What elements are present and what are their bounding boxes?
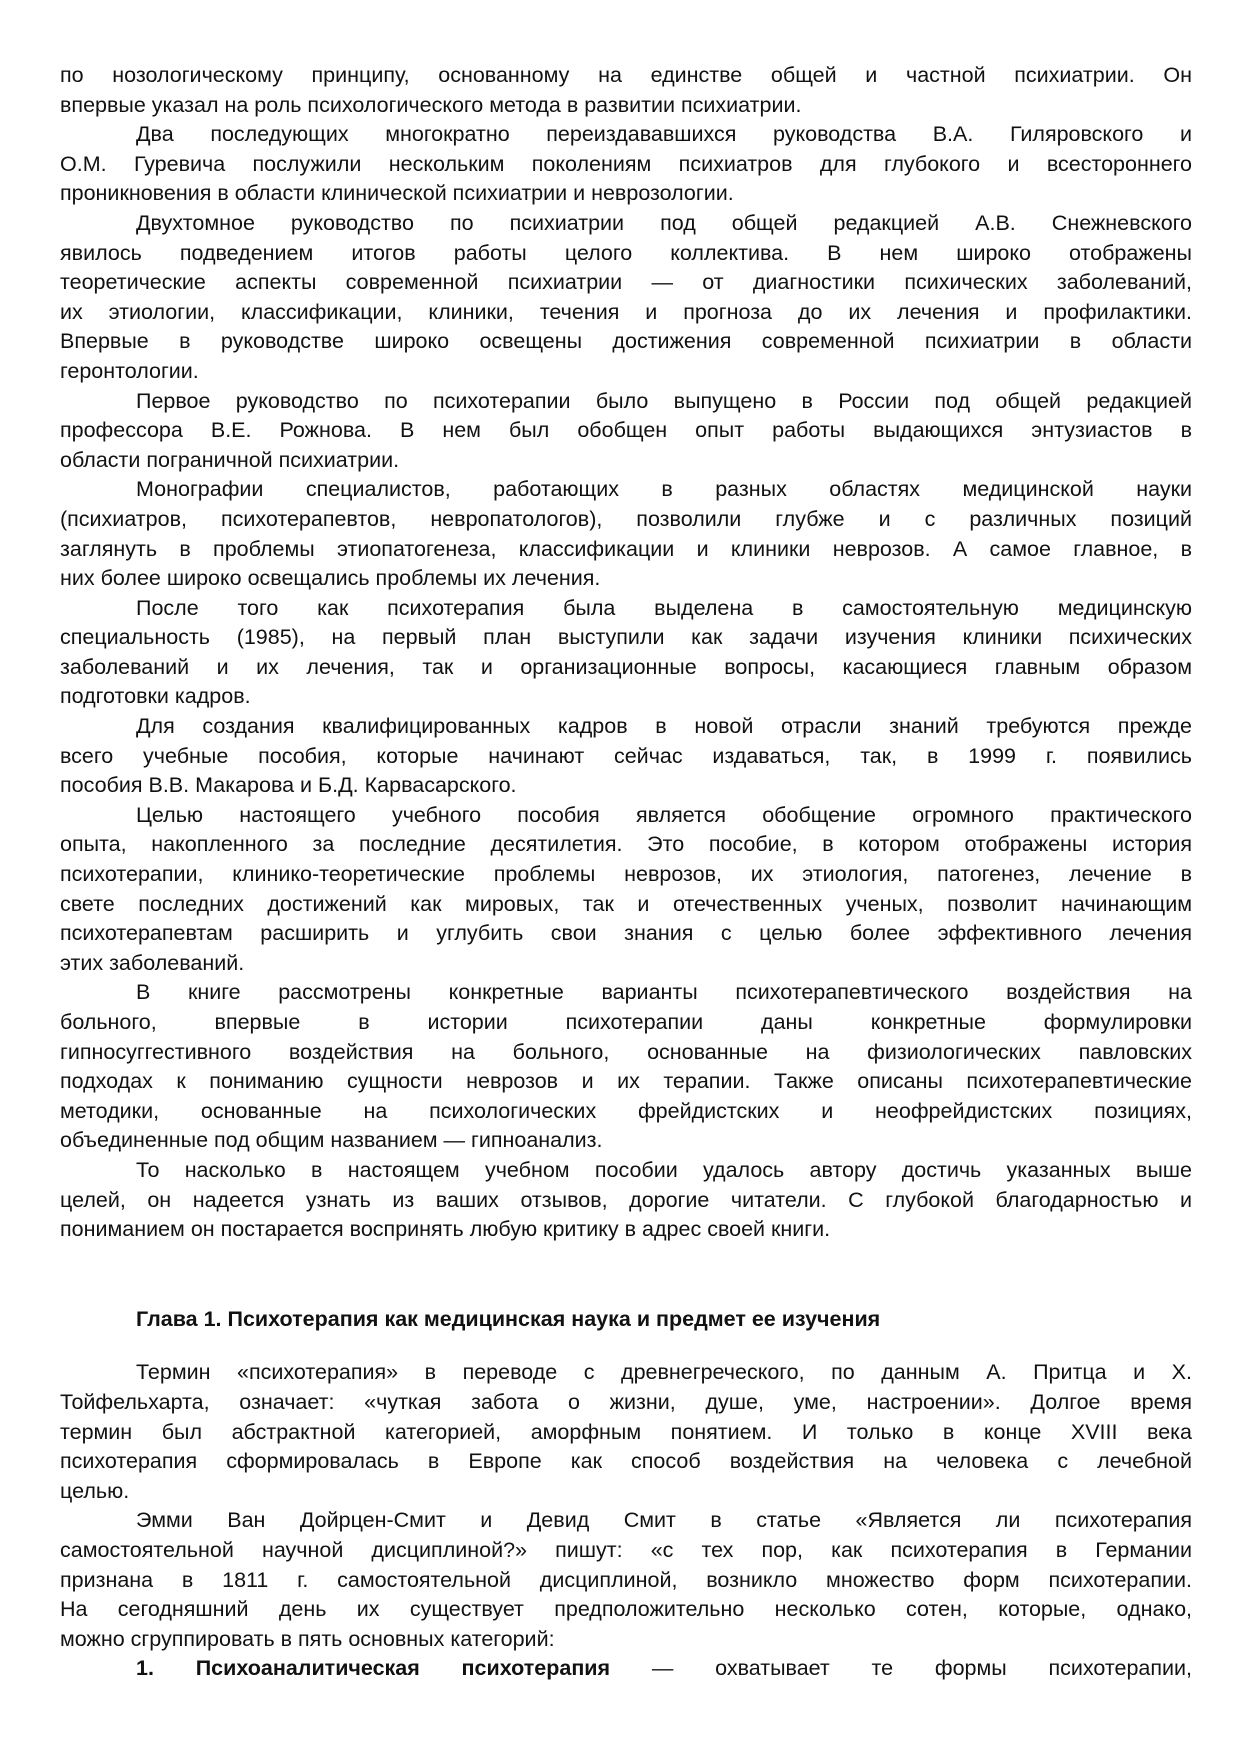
text-line: впервые указал на роль психологического метода в развитии психиатрии. bbox=[60, 92, 802, 117]
text-line: самостоятельной научной дисциплиной?» пишут: «с тех пор, как психотерапия в Германии bbox=[60, 1537, 1192, 1562]
list-item-text: — охватывает те формы психотерапии, bbox=[610, 1656, 1192, 1681]
text-line: На сегодняшний день их существует предположительно несколько сотен, которые, однако, bbox=[60, 1597, 1192, 1622]
text-line: заглянуть в проблемы этиопатогенеза, классификации и клиники неврозов. А самое главное, в bbox=[60, 536, 1192, 561]
text-line: Два последующих многократно переиздававшихся руководства В.А. Гиляровского и bbox=[136, 122, 1192, 147]
text-line: термин был абстрактной категорией, аморфным понятием. И только в конце XVIII века bbox=[60, 1419, 1192, 1444]
list-item-psychoanalytic bbox=[60, 1654, 1192, 1684]
text-line: методики, основанные на психологических фрейдистских и неофрейдистских позициях, bbox=[60, 1098, 1192, 1123]
text-line: Целью настоящего учебного пособия является обобщение огромного практического bbox=[136, 802, 1192, 827]
text-line: О.М. Гуревича послужили нескольким поколениям психиатров для глубокого и всестороннего bbox=[60, 151, 1192, 176]
text-line: гипносуггестивного воздействия на больного, основанные на физиологических павловских bbox=[60, 1039, 1192, 1064]
paragraph bbox=[60, 801, 1192, 979]
text-line: психотерапевтам расширить и углубить свои знания с целью более эффективного лечения bbox=[60, 921, 1192, 946]
text-line: (психиатров, психотерапевтов, невропатологов), позволили глубже и с различных позиций bbox=[60, 506, 1192, 531]
text-line: признана в 1811 г. самостоятельной дисциплиной, возникло множество форм психотерапии. bbox=[60, 1567, 1192, 1592]
text-line: опыта, накопленного за последние десятилетия. Это пособие, в котором отображены история bbox=[60, 832, 1192, 857]
chapter-section bbox=[60, 1358, 1192, 1654]
text-line: их этиологии, классификации, клиники, течения и прогноза до их лечения и профилактики. bbox=[60, 299, 1192, 324]
paragraph bbox=[60, 1506, 1192, 1654]
list-item-title: 1. Психоаналитическая психотерапия bbox=[136, 1656, 611, 1681]
text-line: Двухтомное руководство по психиатрии под общей редакцией А.В. Снежневского bbox=[136, 210, 1192, 235]
intro-section bbox=[60, 61, 1192, 1245]
paragraph bbox=[60, 1156, 1192, 1245]
text-line: Первое руководство по психотерапии было выпущено в России под общей редакцией bbox=[136, 388, 1192, 413]
text-line: Термин «психотерапия» в переводе с древнегреческого, по данным А. Притца и Х. bbox=[136, 1360, 1192, 1385]
text-line: можно сгруппировать в пять основных категорий: bbox=[60, 1626, 555, 1651]
text-line: В книге рассмотрены конкретные варианты психотерапевтического воздействия на bbox=[136, 980, 1192, 1005]
text-line: по нозологическому принципу, основанному на единстве общей и частной психиатрии. Он bbox=[60, 63, 1192, 87]
text-line: Впервые в руководстве широко освещены достижения современной психиатрии в области bbox=[60, 329, 1192, 354]
text-line: проникновения в области клинической психиатрии и неврозологии. bbox=[60, 181, 734, 206]
paragraph bbox=[60, 120, 1192, 209]
text-line: целей, он надеется узнать из ваших отзывов, дорогие читатели. С глубокой благодарностью и bbox=[60, 1187, 1192, 1212]
text-line: всего учебные пособия, которые начинают сейчас издаваться, так, в 1999 г. появились bbox=[60, 743, 1192, 768]
text-line: специальность (1985), на первый план выступили как задачи изучения клиники психических bbox=[60, 625, 1192, 650]
text-line: психотерапии, клинико-теоретические проблемы неврозов, их этиология, патогенез, лечение в bbox=[60, 862, 1192, 887]
text-line: подготовки кадров. bbox=[60, 684, 251, 709]
text-line: больного, впервые в истории психотерапии даны конкретные формулировки bbox=[60, 1010, 1192, 1034]
paragraph bbox=[60, 209, 1192, 387]
text-line: области пограничной психиатрии. bbox=[60, 447, 400, 472]
text-line: пониманием он постарается воспринять любую критику в адрес своей книги. bbox=[60, 1217, 831, 1242]
text-line: Для создания квалифицированных кадров в новой отрасли знаний требуются прежде bbox=[136, 714, 1192, 739]
paragraph bbox=[60, 594, 1192, 712]
paragraph bbox=[60, 61, 1192, 120]
text-line: теоретические аспекты современной психиатрии — от диагностики психических заболеваний, bbox=[60, 270, 1192, 295]
text-line: объединенные под общим названием — гипноанализ. bbox=[60, 1128, 603, 1153]
text-line: Эмми Ван Дойрцен-Смит и Девид Смит в статье «Является ли психотерапия bbox=[136, 1508, 1192, 1533]
text-line: профессора В.Е. Рожнова. В нем был обобщен опыт работы выдающихся энтузиастов в bbox=[60, 418, 1192, 443]
text-line: пособия В.В. Макарова и Б.Д. Карвасарского. bbox=[60, 773, 517, 798]
paragraph bbox=[60, 978, 1192, 1156]
text-line: Тойфельхарта, означает: «чуткая забота о жизни, душе, уме, настроении». Долгое время bbox=[60, 1389, 1192, 1414]
document-page bbox=[60, 61, 1192, 1684]
paragraph bbox=[60, 712, 1192, 801]
text-line: них более широко освещались проблемы их лечения. bbox=[60, 566, 601, 591]
paragraph bbox=[60, 1358, 1192, 1506]
text-line: целью. bbox=[60, 1478, 130, 1503]
text-line: Монографии специалистов, работающих в разных областях медицинской науки bbox=[136, 477, 1192, 502]
chapter-heading: Глава 1. Психотерапия как медицинская наука и предмет ее изучения bbox=[136, 1306, 881, 1331]
text-line: геронтологии. bbox=[60, 358, 199, 383]
text-line: явилось подведением итогов работы целого коллектива. В нем широко отображены bbox=[60, 240, 1192, 265]
text-line: свете последних достижений как мировых, так и отечественных ученых, позволит начинающим bbox=[60, 891, 1192, 916]
text-line: этих заболеваний. bbox=[60, 950, 245, 975]
paragraph bbox=[60, 475, 1192, 593]
text-line: После того как психотерапия была выделена в самостоятельную медицинскую bbox=[136, 595, 1192, 620]
text-line: То насколько в настоящем учебном пособии удалось автору достичь указанных выше bbox=[136, 1157, 1192, 1182]
text-line: подходах к пониманию сущности неврозов и их терапии. Также описаны психотерапевтические bbox=[60, 1069, 1192, 1094]
paragraph bbox=[60, 387, 1192, 476]
text-line: заболеваний и их лечения, так и организационные вопросы, касающиеся главным образом bbox=[60, 654, 1192, 679]
text-line: психотерапия сформировалась в Европе как способ воздействия на человека с лечебной bbox=[60, 1449, 1192, 1474]
